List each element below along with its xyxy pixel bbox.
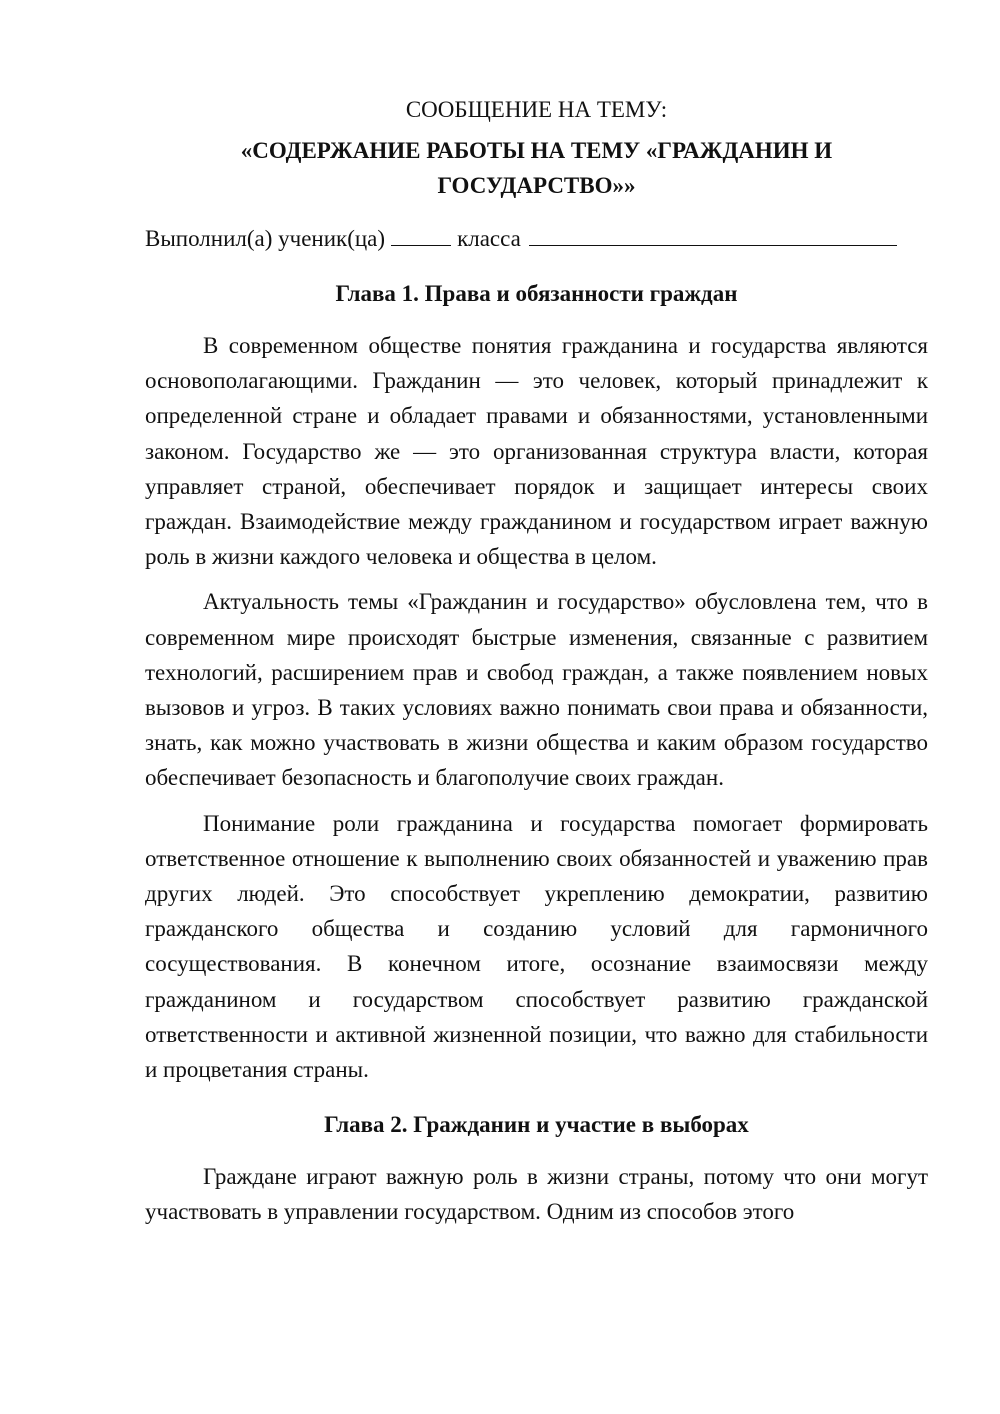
author-prefix: Выполнил(а) ученик(ца) [145,226,386,251]
chapter-1-paragraph-1: В современном обществе понятия гражданина и государства являются основополагающими. Гражданин — это человек, который принадлежит к определенной стране и обладает правами и обязанностями, установленными законом. Государство же — это организованная структура власти, которая управляет страной, обеспечивает порядок и защищает интересы своих граждан. Взаимодействие между гражданином и государством играет важную роль в жизни каждого человека и общества в целом. [145,333,928,570]
grade-blank-field [391,223,451,246]
name-blank-field [529,223,897,246]
chapter-2-paragraph-1: Граждане играют важную роль в жизни страны, потому что они могут участвовать в управлении государством. Одним из способов этого [145,1164,928,1225]
document-title: «СОДЕРЖАНИЕ РАБОТЫ НА ТЕМУ «ГРАЖДАНИН И ГОСУДАРСТВО»» [240,138,833,198]
chapter-1-heading: Глава 1. Права и обязанности граждан [335,281,738,306]
document-type-line: СООБЩЕНИЕ НА ТЕМУ: [405,97,668,122]
document-page [145,92,928,1240]
author-line [145,221,928,256]
chapter-1-paragraph-3: Понимание роли гражданина и государства помогает формировать ответственное отношение к выполнению своих обязанностей и уважению прав других людей. Это способствует укреплению демократии, развитию гражданского общества и созданию условий для гармоничного сосуществования. В конечном итоге, осознание взаимосвязи между гражданином и государством способствует развитию гражданской ответственности и активной жизненной позиции, что важно для стабильности и процветания страны. [145,810,928,1083]
chapter-2-heading: Глава 2. Гражданин и участие в выборах [324,1112,749,1138]
class-label: класса [457,226,521,251]
chapter-1-paragraph-2: Актуальность темы «Гражданин и государство» обусловлена тем, что в современном мире происходят быстрые изменения, связанные с развитием технологий, расширением прав и свобод граждан, а также появлением новых вызовов и угроз. В таких условиях важно понимать свои права и обязанности, знать, как можно участвовать в жизни общества и каким образом государство обеспечивает безопасность и благополучие своих граждан. [145,589,928,791]
